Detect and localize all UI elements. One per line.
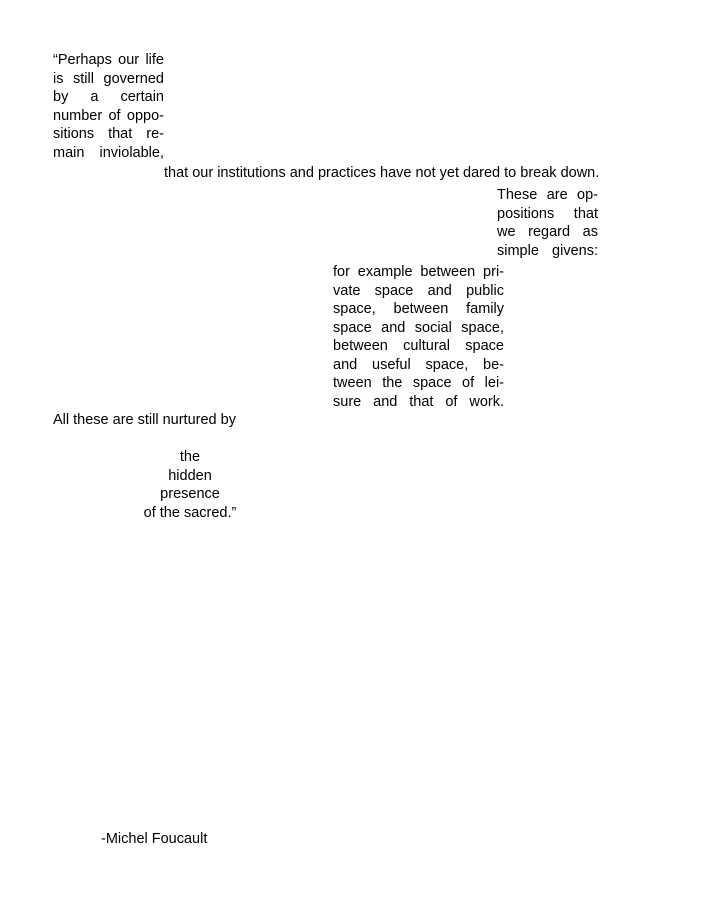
- quote-line: presence: [160, 486, 220, 502]
- quote-line: simple givens:: [497, 242, 598, 259]
- quote-line: vate space and public: [333, 282, 504, 299]
- quote-line: All these are still nurtured by: [53, 412, 236, 428]
- quote-line: number of oppo-: [53, 107, 164, 124]
- quote-line: main inviolable,: [53, 144, 164, 161]
- quote-line: sure and that of work.: [333, 393, 504, 410]
- quote-line: the: [179, 449, 201, 465]
- quote-line: for example between pri-: [333, 264, 504, 280]
- quote-line: sitions that re-: [53, 126, 164, 142]
- quote-block-examples: [333, 263, 504, 411]
- quote-line: between cultural space: [333, 338, 504, 354]
- quote-line-institutions: [164, 164, 599, 183]
- quote-line: is still governed: [53, 70, 164, 87]
- quote-line: space and social space,: [333, 319, 504, 336]
- quote-line: space, between family: [333, 301, 504, 317]
- quote-line: hidden: [168, 467, 212, 484]
- quote-line: that our institutions and practices have not yet dared to break down.: [164, 165, 600, 181]
- quote-block-oppositions: [497, 186, 598, 260]
- attribution: [101, 830, 207, 849]
- quote-block-sacred: [120, 448, 260, 522]
- quote-line: and useful space, be-: [333, 356, 504, 373]
- quote-line: tween the space of lei-: [333, 375, 504, 391]
- quote-line: we regard as: [497, 224, 598, 240]
- quote-line: of the sacred.”: [143, 504, 237, 521]
- quote-line: by a certain: [53, 89, 164, 105]
- quote-line: positions that: [497, 205, 598, 222]
- author-name: -Michel Foucault: [101, 831, 208, 847]
- quote-line: These are op-: [497, 187, 598, 203]
- quote-line-nurtured: [53, 411, 236, 430]
- quote-block-opening: [53, 51, 164, 162]
- quote-line: “Perhaps our life: [53, 52, 164, 68]
